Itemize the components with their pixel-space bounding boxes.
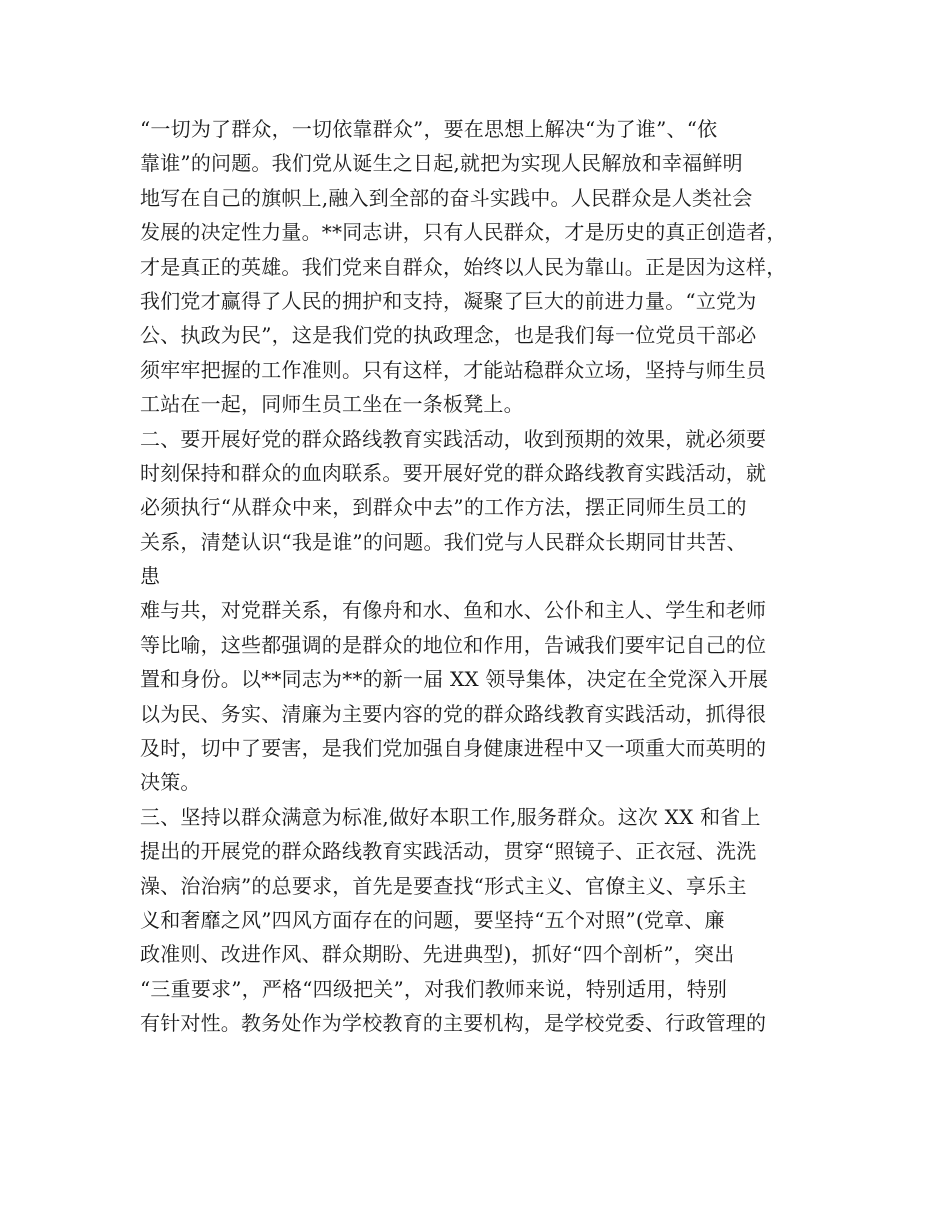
text-line: 义和奢靡之风”四风方面存在的问题，要坚持“五个对照”(党章、廉 (140, 907, 725, 932)
text-line: 政准则、改进作风、群众期盼、先进典型)，抓好“四个剖析”，突出 (140, 942, 735, 967)
text-line: 时刻保持和群众的血肉联系。要开展好党的群众路线教育实践活动，就 (140, 460, 767, 485)
text-line: 须牢牢把握的工作准则。只有这样，才能站稳群众立场，坚持与师生员 (140, 357, 767, 382)
text-line: 我们党才赢得了人民的拥护和支持，凝聚了巨大的前进力量。“立党为 (140, 288, 757, 313)
text-line: 关系，清楚认识“我是谁”的问题。我们党与人民群众长期同甘共苦、 (140, 529, 747, 554)
text-line: 发展的决定性力量。**同志讲，只有人民群众，才是历史的真正创造者， (140, 220, 787, 245)
text-line: 三、坚持以群众满意为标准,做好本职工作,服务群众。这次 XX 和省上 (140, 804, 761, 829)
text-line: “一切为了群众，一切依靠群众”，要在思想上解决“为了谁”、“依 (140, 117, 718, 141)
text-line: 澡、治治病”的总要求，首先是要查找“形式主义、官僚主义、享乐主 (140, 873, 747, 898)
body-text (140, 112, 830, 1041)
text-line: 难与共，对党群关系，有像舟和水、鱼和水、公仆和主人、学生和老师 (140, 598, 767, 623)
text-line: 二、要开展好党的群众路线教育实践活动，收到预期的效果，就必须要 (140, 426, 767, 451)
text-line: 才是真正的英雄。我们党来自群众，始终以人民为靠山。正是因为这样， (140, 254, 787, 279)
text-line: 以为民、务实、清廉为主要内容的党的群众路线教育实践活动，抓得很 (140, 701, 767, 726)
text-line: 有针对性。教务处作为学校教育的主要机构，是学校党委、行政管理的 (140, 1011, 767, 1036)
text-line: 等比喻，这些都强调的是群众的地位和作用，告诫我们要牢记自己的位 (140, 632, 767, 657)
text-line: 必须执行“从群众中来，到群众中去”的工作方法，摆正同师生员工的 (140, 495, 747, 520)
text-line: 患 (140, 564, 161, 589)
text-line: 地写在自己的旗帜上,融入到全部的奋斗实践中。人民群众是人类社会 (140, 185, 753, 210)
text-line: 决策。 (140, 770, 201, 795)
text-line: 靠谁”的问题。我们党从诞生之日起,就把为实现人民解放和幸福鲜明 (140, 151, 743, 176)
text-line: “三重要求”，严格“四级把关”，对我们教师来说，特别适用，特别 (140, 976, 728, 1001)
text-line: 置和身份。以**同志为**的新一届 XX 领导集体，决定在全党深入开展 (140, 667, 769, 692)
text-line: 及时，切中了要害，是我们党加强自身健康进程中又一项重大而英明的 (140, 736, 767, 761)
text-line: 公、执政为民”，这是我们党的执政理念，也是我们每一位党员干部必 (140, 323, 757, 348)
text-line: 提出的开展党的群众路线教育实践活动，贯穿“照镜子、正衣冠、洗洗 (140, 839, 757, 864)
text-line: 工站在一起，同师生员工坐在一条板凳上。 (140, 392, 524, 417)
